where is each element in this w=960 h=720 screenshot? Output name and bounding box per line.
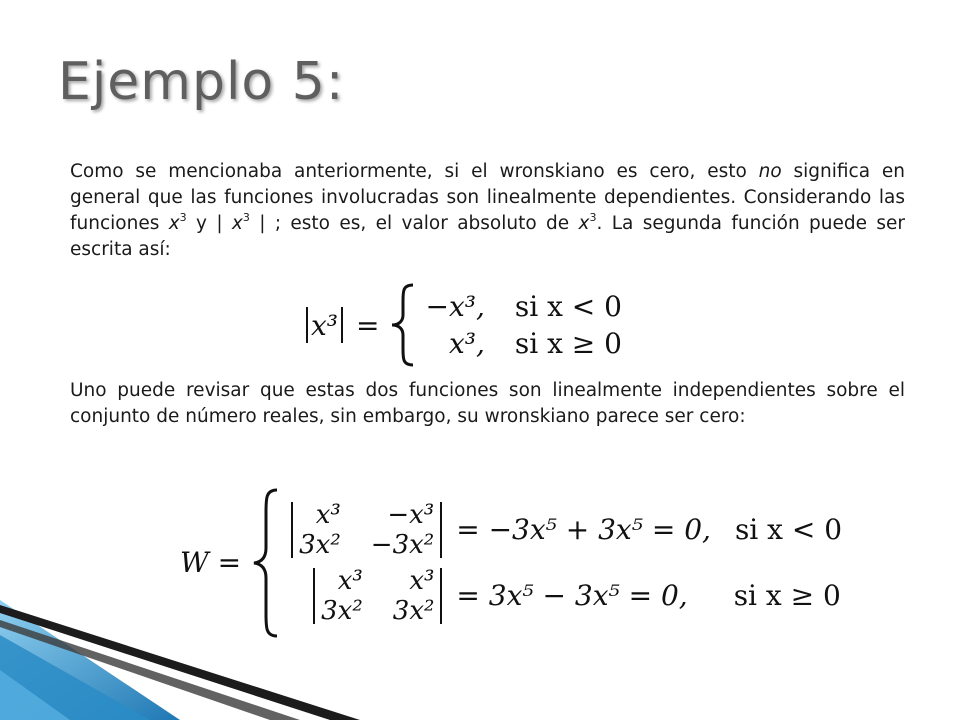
det1-result: = −3x⁵ + 3x⁵ = 0, <box>456 513 711 546</box>
emphasis-no: no <box>758 161 782 182</box>
piecewise-cases <box>425 290 621 360</box>
absolute-value-equation <box>303 283 622 367</box>
paragraph-intro: Como se mencionaba anteriormente, si el wronskiano es cero, esto no significa en general que las funciones involucradas son linealmente dependientes. Considerando las funciones $x^3$ y | $x^3$ | ; esto es, el valor absoluto de $x^3$. La segunda función puede ser escrita así: <box>70 161 906 260</box>
eq2-lhs: W = <box>180 546 242 579</box>
case1-value: −x³, <box>425 290 485 323</box>
det2-result: = 3x⁵ − 3x⁵ = 0, <box>456 579 688 612</box>
determinant-row-2 <box>307 566 842 626</box>
determinant-2: x³ x³ 3x² 3x² <box>307 566 448 626</box>
case1-condition: si x < 0 <box>514 290 622 323</box>
case2-condition: si x ≥ 0 <box>514 327 622 360</box>
left-brace-icon <box>389 283 417 367</box>
corner-decoration <box>0 580 360 720</box>
det1-condition: si x < 0 <box>734 513 843 546</box>
determinant-1: x³ −x³ 3x² −3x² <box>285 500 448 560</box>
paragraph-wronskian: Uno puede revisar que estas dos funciones son linealmente independientes sobre el conjunto de número reales, sin embargo, su wronskiano parece ser cero: <box>70 380 905 427</box>
abs-bar-right <box>341 307 343 343</box>
equals-sign: = <box>356 308 380 342</box>
case2-value: x³, <box>448 327 485 360</box>
abs-bar-left <box>306 307 308 343</box>
det2-condition: si x ≥ 0 <box>733 579 841 612</box>
determinant-row-1 <box>285 500 842 560</box>
slide-title: Ejemplo 5: <box>58 52 345 112</box>
eq1-lhs: x³ <box>311 308 339 342</box>
